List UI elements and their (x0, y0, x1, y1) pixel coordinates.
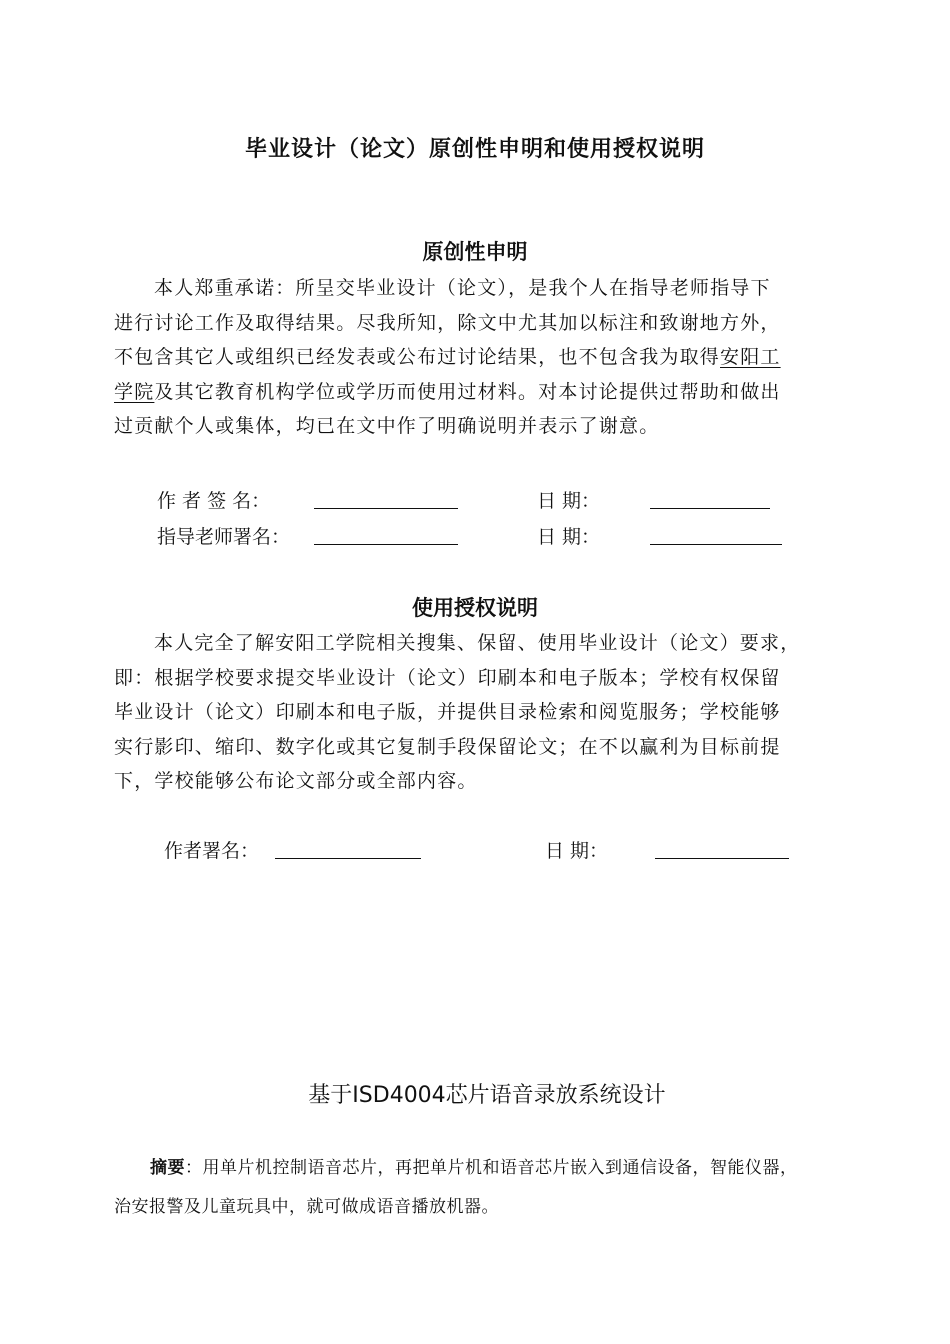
supervisor-sign-label: 指导老师署名： (157, 526, 291, 548)
auth-author-sign-line[interactable] (275, 858, 421, 859)
main-title: 毕业设计（论文）原创性申明和使用授权说明 (244, 137, 705, 162)
supervisor-sign-line[interactable] (314, 544, 458, 545)
authorization-line-2: 即：根据学校要求提交毕业设计（论文）印刷本和电子版本；学校有权保留 (114, 666, 781, 689)
auth-date-line[interactable] (655, 858, 789, 859)
abstract-line-1 (114, 1149, 884, 1188)
originality-line-2: 进行讨论工作及取得结果。尽我所知，除文中尤其加以标注和致谢地方外， (114, 311, 781, 334)
originality-line-4 (114, 375, 874, 410)
authorization-paragraph (114, 626, 874, 799)
abstract-line-2: 治安报警及儿童玩具中，就可做成语音播放机器。 (114, 1197, 499, 1217)
authorization-line-3: 毕业设计（论文）印刷本和电子版，并提供目录检索和阅览服务；学校能够 (114, 701, 781, 723)
authorization-line-5: 下，学校能够公布论文部分或全部内容。 (114, 770, 478, 792)
thesis-subject-title: 基于ISD4004芯片语音录放系统设计 (308, 1083, 666, 1108)
author-date-label: 日 期： (537, 490, 601, 512)
abstract-label: 摘要 (150, 1158, 185, 1178)
author-date-line[interactable] (650, 508, 770, 509)
originality-line-3 (114, 340, 874, 375)
authorization-line-4: 实行影印、缩印、数字化或其它复制手段保留论文；在不以赢利为目标前提 (114, 735, 781, 758)
abstract-block (114, 1149, 884, 1227)
author-sign-label: 作 者 签 名： (157, 490, 271, 512)
originality-heading: 原创性申明 (422, 240, 528, 264)
institution-name-part1: 安阳工 (720, 346, 781, 368)
abstract-line-1-text: ：用单片机控制语音芯片，再把单片机和语音芯片嵌入到通信设备，智能仪器， (185, 1158, 798, 1178)
originality-line-4-text: 及其它教育机构学位或学历而使用过材料。对本讨论提供过帮助和做出 (154, 380, 781, 403)
auth-date-label: 日 期： (545, 840, 609, 862)
supervisor-date-label: 日 期： (537, 526, 601, 548)
institution-name-part2: 学院 (114, 380, 155, 403)
author-sign-line[interactable] (314, 508, 458, 509)
originality-line-5: 过贡献个人或集体，均已在文中作了明确说明并表示了谢意。 (114, 415, 660, 437)
originality-line-1: 本人郑重承诺：所呈交毕业设计（论文），是我个人在指导老师指导下 (154, 277, 771, 299)
originality-paragraph (114, 271, 874, 444)
originality-line-3-text: 不包含其它人或组织已经发表或公布过讨论结果，也不包含我为取得 (114, 346, 721, 368)
auth-author-sign-label: 作者署名： (164, 840, 260, 862)
supervisor-date-line[interactable] (650, 544, 782, 545)
authorization-heading: 使用授权说明 (412, 596, 538, 620)
authorization-line-1: 本人完全了解安阳工学院相关搜集、保留、使用毕业设计（论文）要求， (154, 632, 801, 654)
